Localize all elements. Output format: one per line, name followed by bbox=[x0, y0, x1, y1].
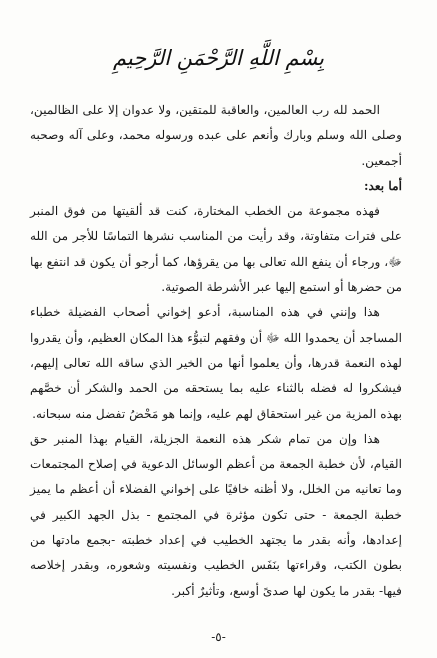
heading-amma-baad: أما بعد: bbox=[363, 178, 402, 193]
page-number: -٥- bbox=[211, 630, 226, 644]
basmala-calligraphy: بِسْمِ اللَّهِ الرَّحْمَنِ الرَّحِيمِ bbox=[112, 46, 325, 70]
paragraph-call-to-khatibs: هذا وإنني في هذه المناسبة، أدعو إخواني أصحاب الفضيلة خطباء المساجد أن يحمدوا الله ﷻ أن وفقهم لتبوُّء هذا المكان العظيم، وأن يقدروا لهذه النعمة قدرها، وأن يعلموا أنها من الخير الذي ساقه الله تعالى إليهم، فيشكروا له فضله بالثناء عليه بما يستحقه من الحمد والشكر أن خصَّهم بهذه المزية من غير استحقاق لهم عليه، وإنما هو مَحْضُ تفضل منه سبحانه. bbox=[30, 305, 402, 421]
body-text bbox=[30, 98, 402, 604]
paragraph-intro: فهذه مجموعة من الخطب المختارة، كنت قد ألقيتها من فوق المنبر على فترات متفاوتة، وقد رأيت من المناسب نشرها التماسًا للأجر من الله ﷻ، ورجاء أن ينفع الله تعالى بها من يقرؤها، كما أرجو أن يكون قد انتفع بها من حضرها أو استمع إليها عبر الأشرطة الصوتية. bbox=[30, 204, 402, 295]
paragraph-opening: الحمد لله رب العالمين، والعاقبة للمتقين، ولا عدوان إلا على الظالمين، وصلى الله وسلم وبارك وأنعم على عبده ورسوله محمد، وعلى آله وصحبه أجمعين. bbox=[30, 103, 402, 168]
paragraph-gratitude: هذا وإن من تمام شكر هذه النعمة الجزيلة، القيام بهذا المنبر حق القيام، لأن خطبة الجمعة من أعظم الوسائل الدعوية في إصلاح المجتمعات وما تعانيه من الخلل، ولا أظنه خافيًا على إخواني الفضلاء أن أعظم ما يميز خطبة الجمعة - حتى تكون مؤثرة في المجتمع - بذل الجهد الكبير في إعدادها، وأنه بقدر ما يجتهد الخطيب في إعداد خطبته -بجمع مادتها من بطون الكتب، وقراءتها بنَفَس الخطيب ونفسيته وشعوره، وبقدر إخلاصه فيها- بقدر ما يكون لها صدىً أوسع، وتأثيرٌ أكبر. bbox=[30, 431, 402, 598]
header bbox=[0, 46, 437, 70]
